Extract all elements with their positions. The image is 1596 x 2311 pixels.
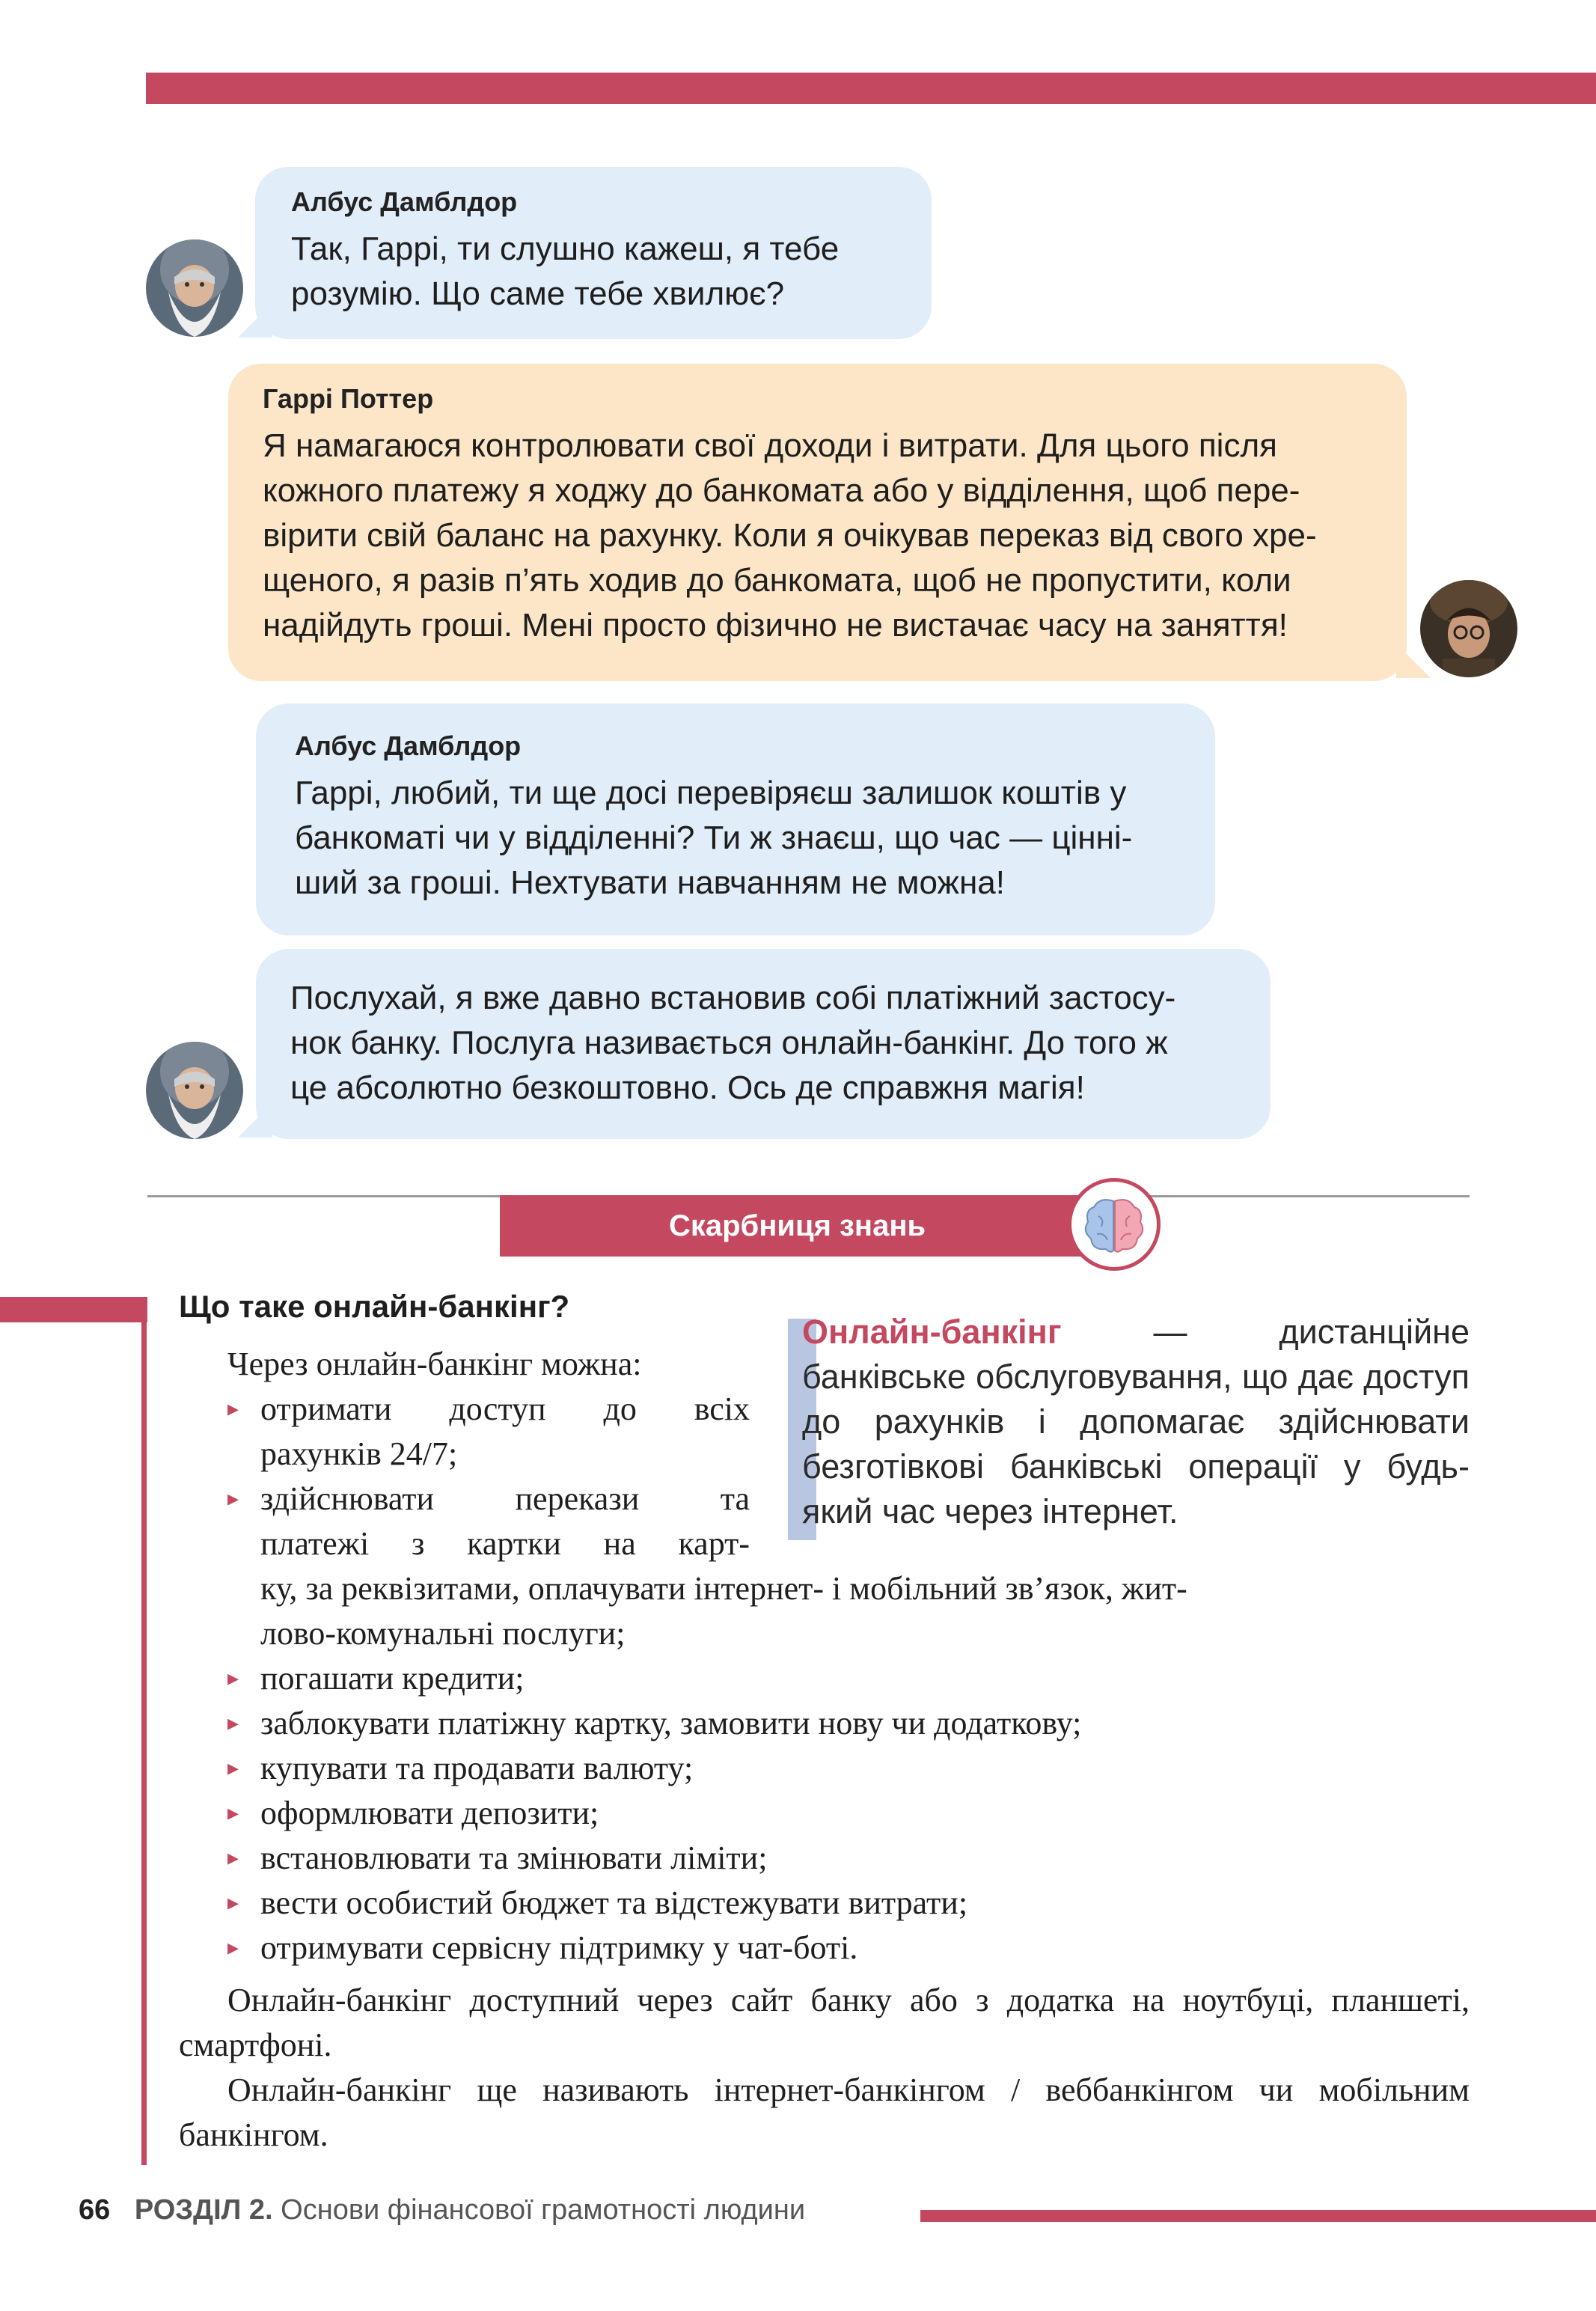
section-marker-tab: [0, 1297, 147, 1322]
list-item-line: заблокувати платіжну картку, замовити нову чи додаткову;: [260, 1705, 1082, 1741]
list-item-line: рахунків 24/7;: [260, 1435, 458, 1472]
harry-avatar-icon: [1420, 580, 1517, 677]
list-item-line: вести особистий бюджет та відстежувати витрати;: [260, 1884, 968, 1921]
list-item-line: ку, за реквізитами, оплачувати інтернет- і мобільний зв’язок, жит-: [260, 1570, 1187, 1607]
question-heading: Що таке онлайн-банкінг?: [179, 1289, 570, 1324]
list-item-line: лово-комунальні послуги;: [260, 1615, 626, 1652]
message-line: Я намагаюся контролювати свої доходи і витрати. Для цього після: [263, 427, 1277, 464]
message-line: розумію. Що саме тебе хвилює?: [291, 275, 785, 312]
list-item: [227, 1926, 1477, 1970]
footer-section-label: РОЗДІЛ 2.: [134, 2194, 273, 2226]
message-line: Послухай, я вже давно встановив собі платіжний застосу-: [290, 980, 1176, 1016]
speaker-name: Гаррі Поттер: [263, 383, 434, 414]
bullet-arrow-icon: ▸: [227, 1396, 239, 1421]
message-line: вірити свій баланс на рахунку. Коли я очікував переказ від свого хре-: [263, 517, 1317, 554]
message-line: Гаррі, любий, ти ще досі перевіряєш залишок коштів у: [295, 775, 1127, 811]
bubble-tail: [238, 1103, 272, 1138]
list-item: [227, 1881, 1477, 1926]
bullet-arrow-icon: ▸: [227, 1935, 239, 1960]
message-line: банкоматі чи у відділенні? Ти ж знаєш, що час — цінні-: [295, 819, 1133, 856]
list-item-line: здійснювати перекази та: [260, 1480, 750, 1517]
list-item: [227, 1836, 1477, 1881]
message-line: нок банку. Послуга називається онлайн-банкінг. До того ж: [290, 1025, 1168, 1061]
bullet-arrow-icon: ▸: [227, 1666, 239, 1691]
bullet-arrow-icon: ▸: [227, 1890, 239, 1915]
message-line: надійдуть гроші. Мені просто фізично не вистачає часу на заняття!: [263, 607, 1288, 644]
list-item: [227, 1656, 1477, 1701]
message-line: це абсолютно безкоштовно. Ось де справжня магія!: [290, 1069, 1085, 1106]
dumbledore-avatar-icon: [146, 1042, 243, 1139]
page-number: 66: [79, 2194, 111, 2226]
list-item-line: отримати доступ до всіх: [260, 1390, 750, 1427]
bullet-arrow-icon: ▸: [227, 1711, 239, 1735]
list-item-line: встановлювати та змінювати ліміти;: [260, 1840, 768, 1876]
intro-text: Через онлайн-банкінг можна:: [227, 1346, 642, 1382]
page-footer: [79, 2194, 805, 2226]
section-marker-line: [141, 1297, 147, 2165]
bullet-arrow-icon: ▸: [227, 1846, 239, 1870]
list-item: [227, 1477, 1477, 1656]
bullet-arrow-icon: ▸: [227, 1486, 239, 1511]
dialogue-bubble-dumbledore-2: [256, 703, 1215, 935]
list-item-line: отримувати сервісну підтримку у чат-боті.: [260, 1929, 858, 1966]
message-line: кожного платежу я ходжу до банкомата або у відділення, щоб пере-: [263, 472, 1300, 509]
dialogue-bubble-dumbledore-3: [256, 949, 1271, 1139]
message-line: Так, Гаррі, ти слушно кажеш, я тебе: [291, 231, 840, 267]
bullet-arrow-icon: ▸: [227, 1756, 239, 1780]
dialogue-bubble-harry: [228, 364, 1407, 681]
bullet-arrow-icon: ▸: [227, 1801, 239, 1825]
feature-list: [227, 1387, 1477, 1970]
message-line: ший за гроші. Нехтувати навчанням не можна!: [295, 864, 1005, 901]
speaker-name: Албус Дамблдор: [295, 730, 522, 761]
list-item: [227, 1791, 1477, 1836]
list-item: [227, 1746, 1477, 1791]
footer-decorative-bar: [920, 2210, 1596, 2222]
dialogue-bubble-dumbledore-1: [255, 167, 932, 339]
brain-icon: [1068, 1178, 1161, 1271]
section-banner-title: Скарбниця знань: [668, 1209, 926, 1242]
speaker-name: Албус Дамблдор: [291, 186, 518, 217]
dumbledore-avatar-icon: [146, 239, 243, 337]
definition-text: — дистанційне банківське обслуговування, що дає доступ до рахунків і допомагає здійснювати безготівкові банківські операції у будь-який час через інтернет.: [802, 1313, 1470, 1530]
section-banner: [500, 1195, 1095, 1257]
bubble-tail: [238, 303, 272, 338]
list-item-line: оформлювати депозити;: [260, 1795, 599, 1831]
paragraph-availability: Онлайн-банкінг доступний через сайт банку або з додатка на ноутбуці, планшеті, смартфоні.: [179, 1982, 1470, 2063]
paragraph-synonyms: Онлайн-банкінг ще називають інтернет-банкінгом / веббанкінгом чи мобільним банкінгом.: [179, 2072, 1470, 2153]
message-line: щеного, я разів п’ять ходив до банкомата, щоб не пропустити, коли: [263, 562, 1291, 599]
list-item-line: погашати кредити;: [260, 1660, 525, 1697]
list-item: [227, 1701, 1477, 1746]
list-item: [227, 1387, 1477, 1477]
top-decorative-bar: [146, 73, 1596, 104]
footer-section-title: Основи фінансової грамотності людини: [281, 2194, 806, 2226]
list-item-line: купувати та продавати валюту;: [260, 1750, 694, 1786]
list-item-line: платежі з картки на карт-: [260, 1525, 750, 1562]
definition-term: Онлайн-банкінг: [802, 1313, 1062, 1351]
